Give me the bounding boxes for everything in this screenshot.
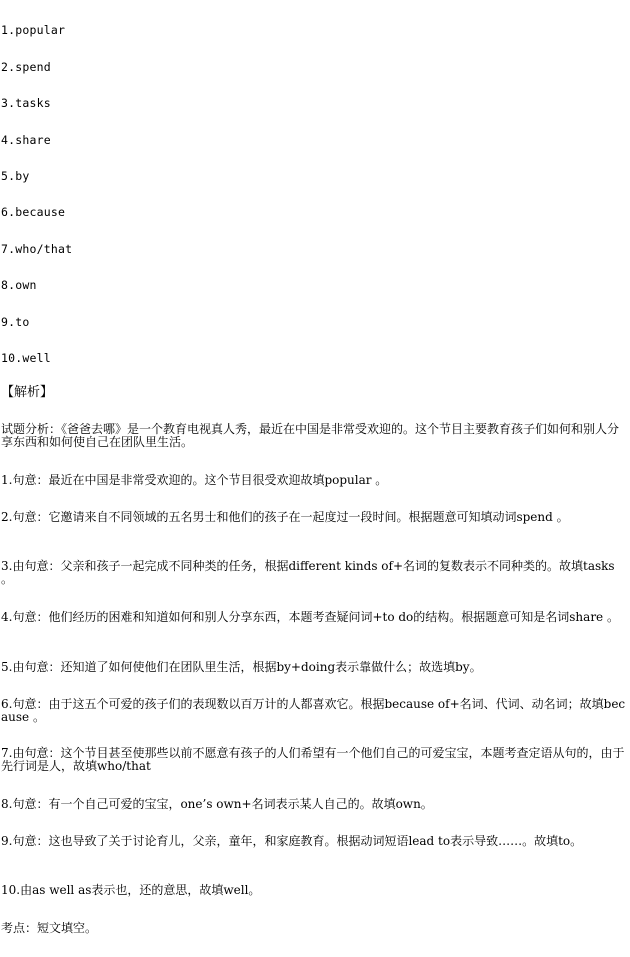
analysis-intro: 试题分析：《爸爸去哪》是一个教育电视真人秀，最近在中国是非常受欢迎的。这个节目主要教育孩子们如何和别人分享东西和如何使自己在团队里生活。 (1, 422, 620, 449)
answer-10: 10.well (1, 351, 51, 365)
answer-8: 8.own (1, 278, 37, 292)
explanation-3: 3.由句意：父亲和孩子一起完成不同种类的任务，根据different kinds of+名词的复数表示不同种类的。故填tasks 。 (1, 559, 615, 586)
explanation-6: 6.句意：由于这五个可爱的孩子们的表现数以百万计的人都喜欢它。根据because of+名词、代词、动名词；故填because 。 (1, 697, 626, 724)
answer-6: 6.because (1, 205, 66, 219)
answer-1: 1.popular (1, 23, 66, 37)
answer-7: 7.who/that (1, 242, 73, 256)
exam-point: 考点：短文填空。 (1, 921, 98, 935)
explanation-9: 9.句意：这也导致了关于讨论育儿，父亲，童年，和家庭教育。根据动词短语lead to表示导致……。故填to。 (1, 834, 583, 848)
explanation-1: 1.句意：最近在中国是非常受欢迎的。这个节目很受欢迎故填popular 。 (1, 473, 388, 487)
answer-2: 2.spend (1, 60, 51, 74)
explanation-8: 8.句意：有一个自己可爱的宝宝，one’s own+名词表示某人自己的。故填own。 (1, 797, 433, 811)
analysis-heading: 【解析】 (1, 385, 54, 400)
explanation-4: 4.句意：他们经历的困难和知道如何和别人分享东西，本题考查疑问词+to do的结构。根据题意可知是名词share 。 (1, 610, 619, 624)
explanation-2: 2.句意：它邀请来自不同领域的五名男士和他们的孩子在一起度过一段时间。根据题意可知填动词spend 。 (1, 510, 569, 524)
explanation-7: 7.由句意：这个节目甚至使那些以前不愿意有孩子的人们希望有一个他们自己的可爱宝宝，本题考查定语从句的，由于先行词是人，故填who/that (1, 746, 625, 773)
answer-3: 3.tasks (1, 96, 51, 110)
answer-4: 4.share (1, 133, 51, 147)
explanation-5: 5.由句意：还知道了如何使他们在团队里生活，根据by+doing表示靠做什么；故选填by。 (1, 660, 482, 674)
answer-9: 9.to (1, 315, 30, 329)
answer-5: 5.by (1, 169, 30, 183)
explanation-10: 10.由as well as表示也，还的意思，故填well。 (1, 883, 261, 897)
